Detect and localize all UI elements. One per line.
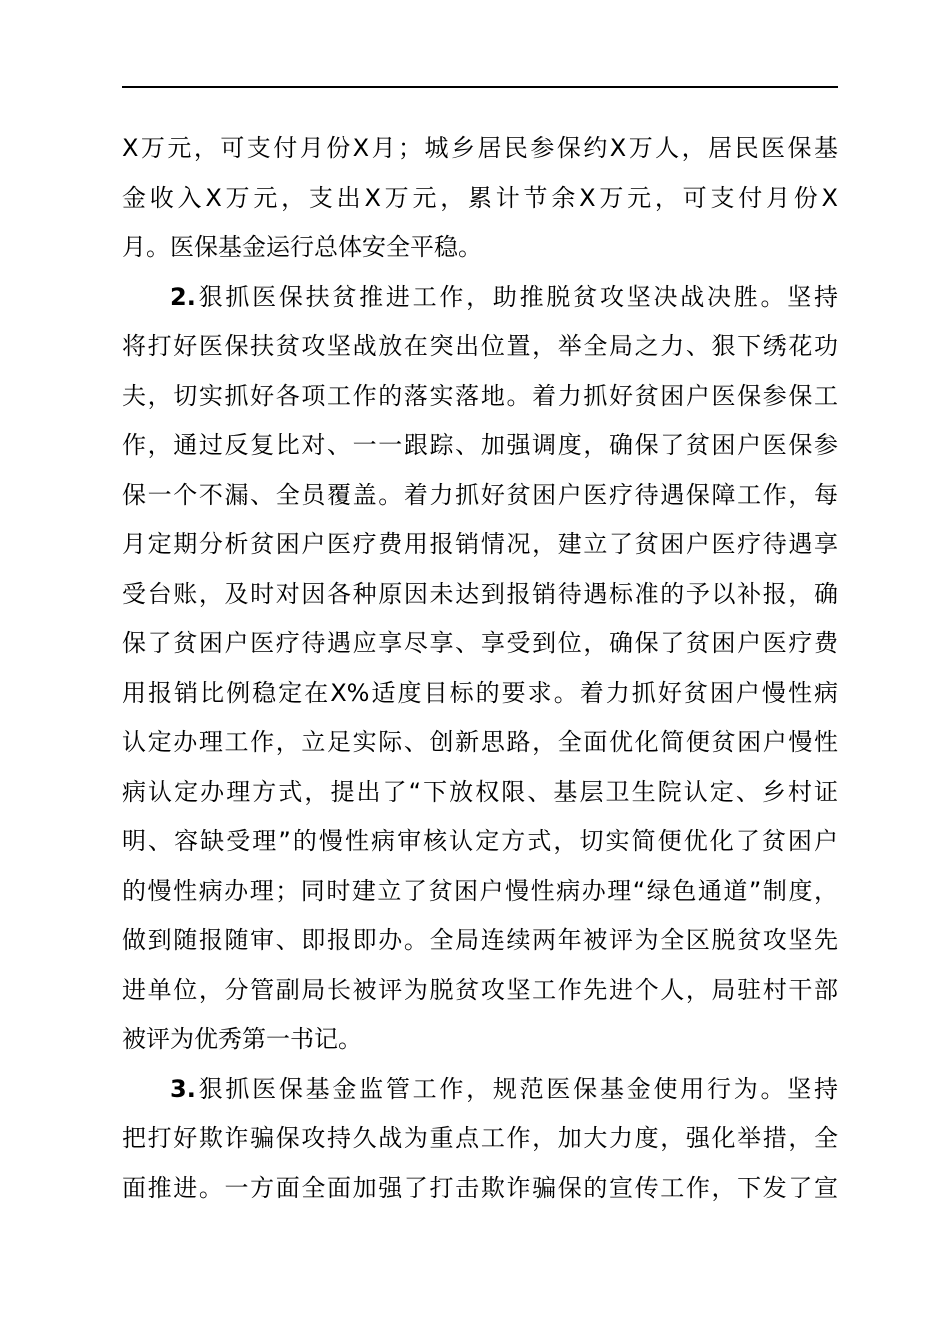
text-line: 月。医保基金运行总体安全平稳。 <box>122 233 482 261</box>
text-line: 金收入X万元，支出X万元，累计节余X万元，可支付月份X <box>122 183 838 212</box>
paragraph-number: 2. <box>170 282 196 311</box>
text-line: 病认定办理方式，提出了“下放权限、基层卫生院认定、乡村证 <box>122 777 838 806</box>
text-line: 保一个不漏、全员覆盖。着力抓好贫困户医疗待遇保障工作，每 <box>122 480 838 509</box>
text-line: 将打好医保扶贫攻坚战放在突出位置，举全局之力、狠下绣花功 <box>122 332 838 360</box>
header-rule <box>122 86 838 88</box>
paragraph-heading-text: 狠抓医保基金监管工作，规范医保基金使用行为。坚持 <box>195 1074 838 1103</box>
paragraph-3 <box>122 1065 838 1214</box>
text-line: X万元，可支付月份X月；城乡居民参保约X万人，居民医保基 <box>122 134 838 162</box>
text-line: 进单位，分管副局长被评为脱贫攻坚工作先进个人，局驻村干部 <box>122 975 838 1004</box>
paragraph-first-line <box>122 1065 838 1115</box>
paragraph-first-line <box>122 273 838 323</box>
text-line: 受台账，及时对因各种原因未达到报销待遇标准的予以补报，确 <box>122 579 838 608</box>
text-line: 被评为优秀第一书记。 <box>122 1025 362 1053</box>
text-line: 明、容缺受理”的慢性病审核认定方式，切实简便优化了贫困户 <box>122 827 838 855</box>
paragraph-1 <box>122 124 838 273</box>
text-line: 作，通过反复比对、一一跟踪、加强调度，确保了贫困户医保参 <box>122 431 838 459</box>
paragraph-2 <box>122 273 838 1065</box>
paragraph-number: 3. <box>170 1074 196 1103</box>
text-line: 的慢性病办理；同时建立了贫困户慢性病办理“绿色通道”制度， <box>122 876 838 905</box>
text-line: 把打好欺诈骗保攻持久战为重点工作，加大力度，强化举措，全 <box>122 1124 838 1152</box>
text-line: 用报销比例稳定在X%适度目标的要求。着力抓好贫困户慢性病 <box>122 678 838 707</box>
text-line: 夫，切实抓好各项工作的落实落地。着力抓好贫困户医保参保工 <box>122 381 838 410</box>
text-line: 认定办理工作，立足实际、创新思路，全面优化简便贫困户慢性 <box>122 728 838 756</box>
text-line: 保了贫困户医疗待遇应享尽享、享受到位，确保了贫困户医疗费 <box>122 629 838 657</box>
document-body <box>122 124 838 1213</box>
text-line: 做到随报随审、即报即办。全局连续两年被评为全区脱贫攻坚先 <box>122 926 838 954</box>
paragraph-heading-text: 狠抓医保扶贫推进工作，助推脱贫攻坚决战决胜。坚持 <box>195 282 838 311</box>
text-line: 面推进。一方面全面加强了打击欺诈骗保的宣传工作，下发了宣 <box>122 1173 838 1202</box>
text-line: 月定期分析贫困户医疗费用报销情况，建立了贫困户医疗待遇享 <box>122 530 838 558</box>
